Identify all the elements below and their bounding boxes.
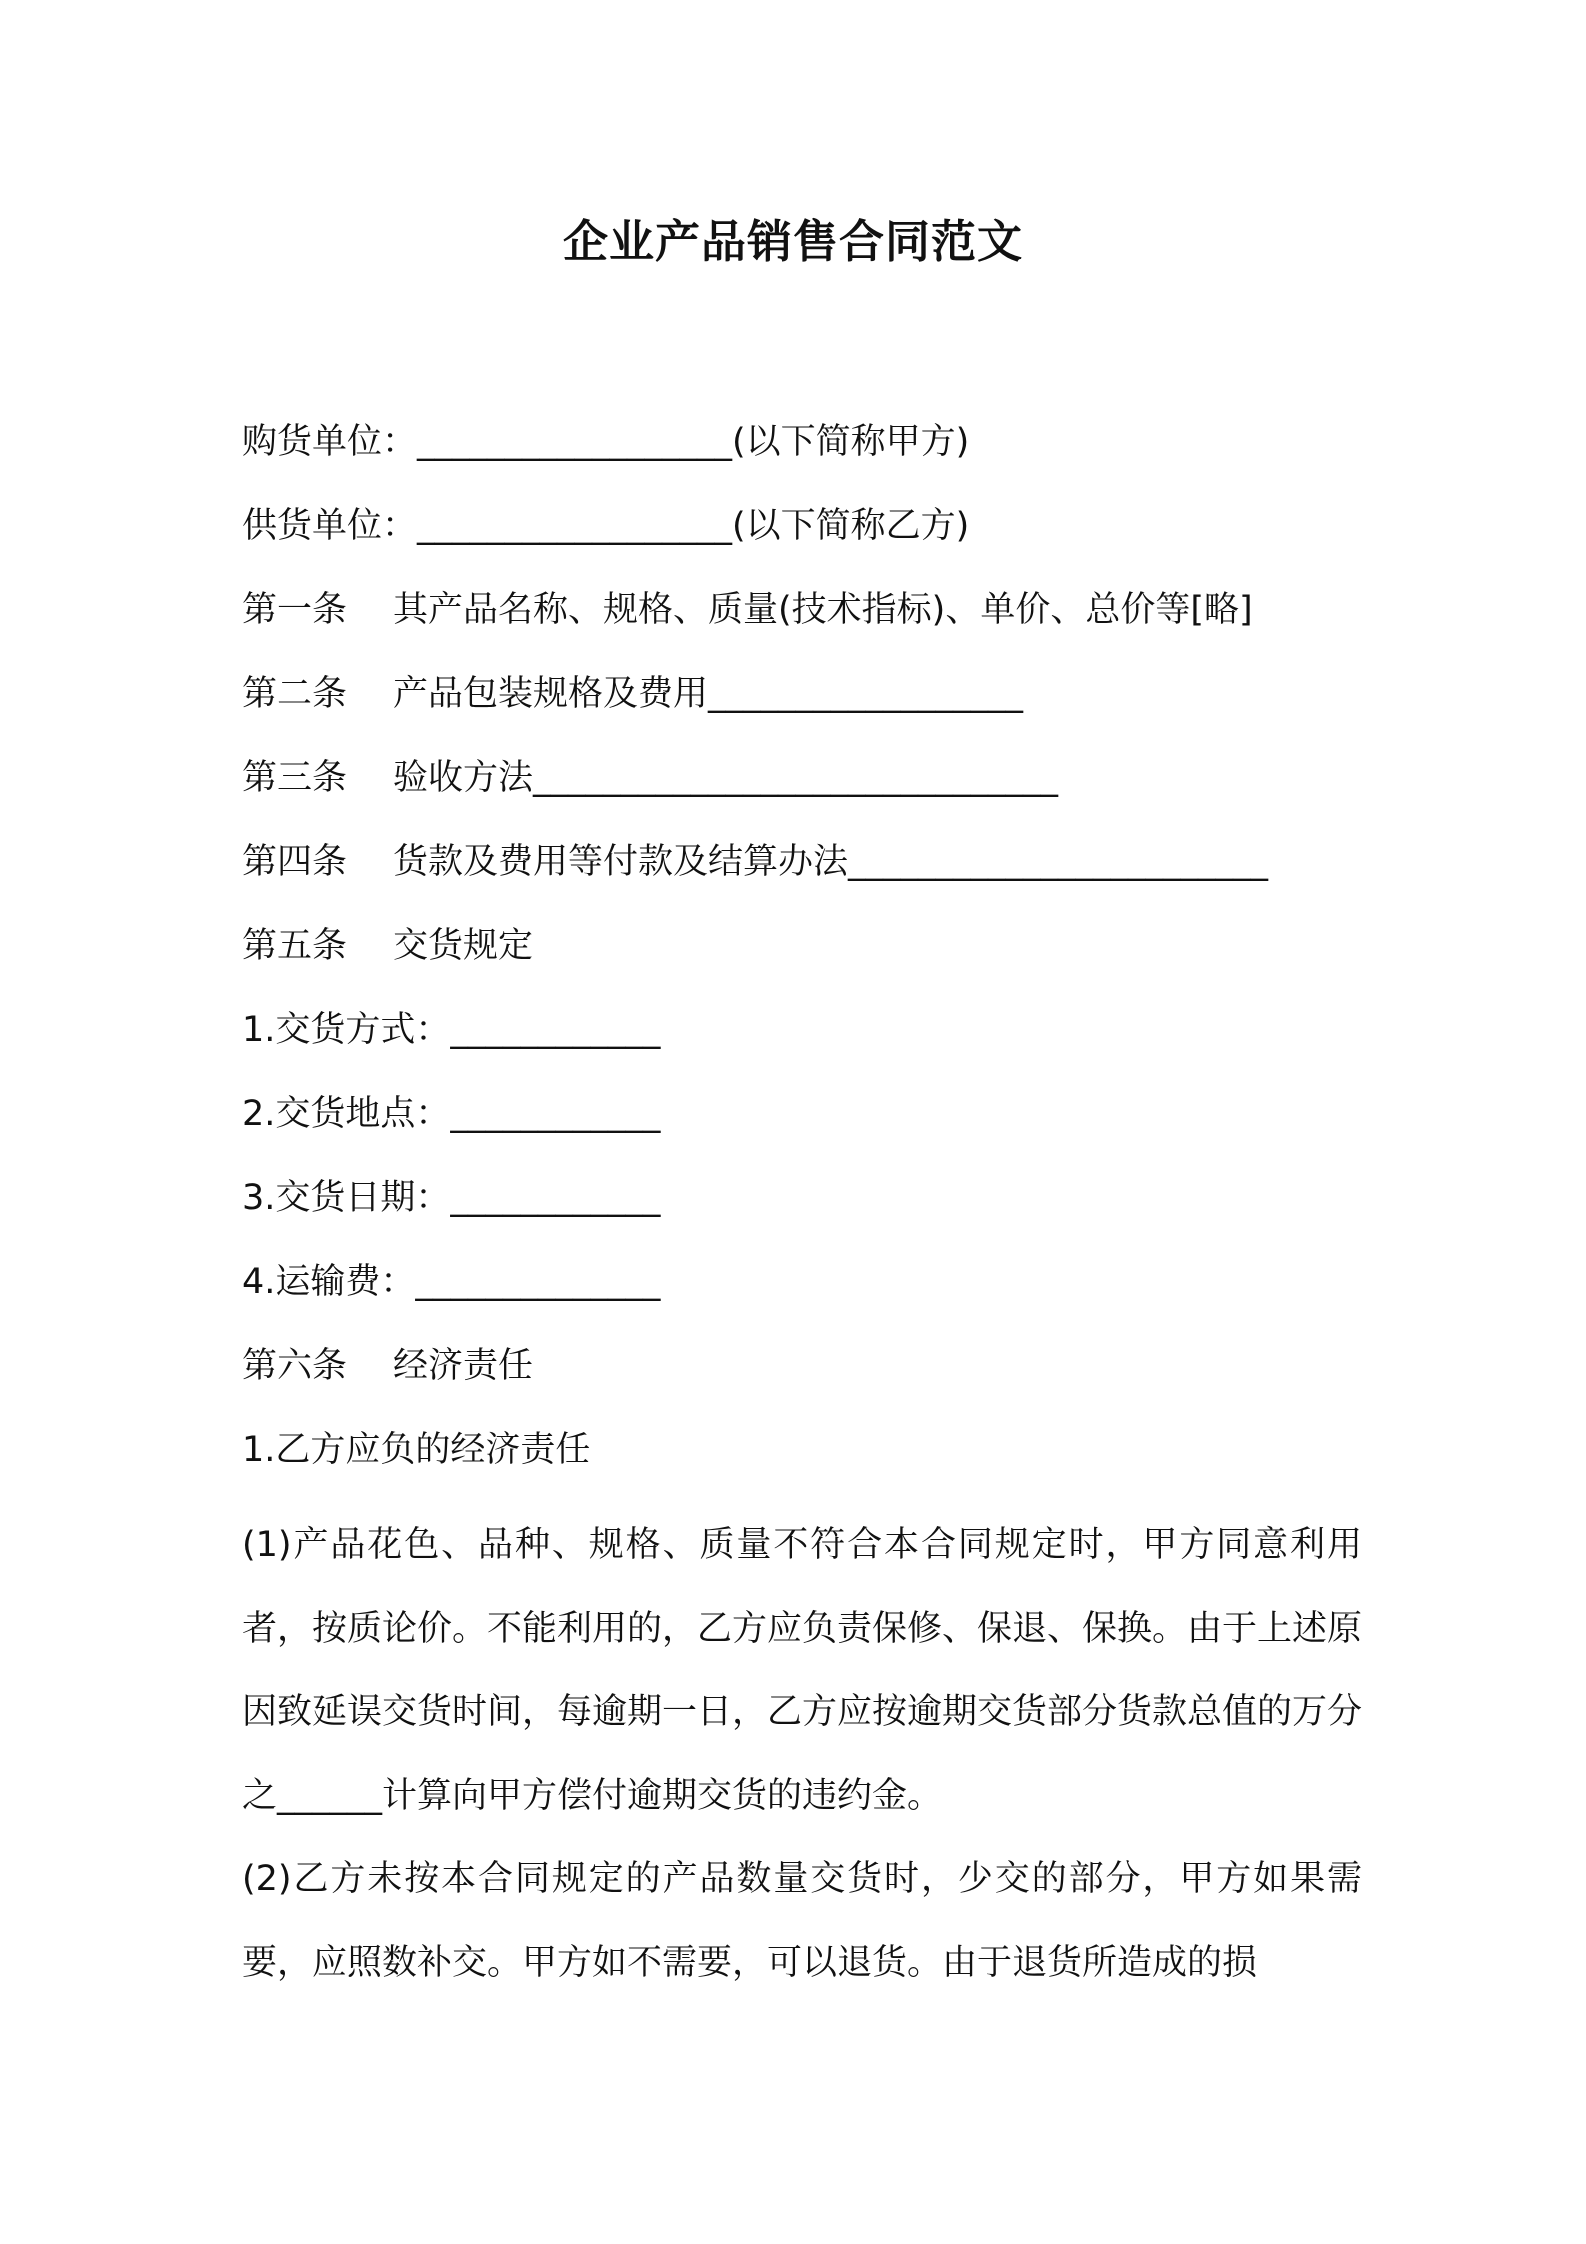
article-text: 产品包装规格及费用__________________ bbox=[393, 674, 1024, 714]
article-4 bbox=[242, 832, 1362, 916]
article-number: 第二条 bbox=[242, 674, 348, 714]
clause-2-paragraph: (2)乙方未按本合同规定的产品数量交货时，少交的部分，甲方如果需要，应照数补交。甲方如不需要，可以退货。由于退货所造成的损 bbox=[242, 1859, 1362, 1983]
article-number: 第六条 bbox=[242, 1346, 348, 1386]
article-number: 第四条 bbox=[242, 842, 348, 882]
delivery-location: 2.交货地点：____________ bbox=[242, 1094, 661, 1134]
article-text: 货款及费用等付款及结算办法________________________ bbox=[393, 842, 1269, 882]
article-text: 交货规定 bbox=[393, 926, 534, 966]
transport-fee: 4.运输费：______________ bbox=[242, 1262, 661, 1302]
delivery-date: 3.交货日期：____________ bbox=[242, 1178, 661, 1218]
article-text: 经济责任 bbox=[393, 1346, 534, 1386]
article-1 bbox=[242, 580, 1362, 664]
article-number: 第五条 bbox=[242, 926, 348, 966]
article-3 bbox=[242, 748, 1362, 832]
seller-line: 供货单位：__________________(以下简称乙方) bbox=[242, 506, 970, 546]
article-number: 第一条 bbox=[242, 590, 348, 630]
buyer-line: 购货单位：__________________(以下简称甲方) bbox=[242, 422, 970, 462]
article-text: 验收方法______________________________ bbox=[393, 758, 1059, 798]
article-text: 其产品名称、规格、质量(技术指标)、单价、总价等[略] bbox=[393, 590, 1253, 630]
article-6 bbox=[242, 1336, 1362, 1420]
article-5 bbox=[242, 916, 1362, 1000]
contract-body bbox=[242, 412, 1362, 2005]
document-title: 企业产品销售合同范文 bbox=[562, 215, 1023, 268]
article-number: 第三条 bbox=[242, 758, 348, 798]
delivery-method: 1.交货方式：____________ bbox=[242, 1010, 661, 1050]
clause-1-paragraph: (1)产品花色、品种、规格、质量不符合本合同规定时，甲方同意利用者，按质论价。不能利用的，乙方应负责保修、保退、保换。由于上述原因致延误交货时间，每逾期一日，乙方应按逾期交货部分货款总值的万分之______计算向甲方偿付逾期交货的违约金。 bbox=[242, 1525, 1363, 1816]
liability-heading: 1.乙方应负的经济责任 bbox=[242, 1430, 591, 1470]
article-2 bbox=[242, 664, 1362, 748]
